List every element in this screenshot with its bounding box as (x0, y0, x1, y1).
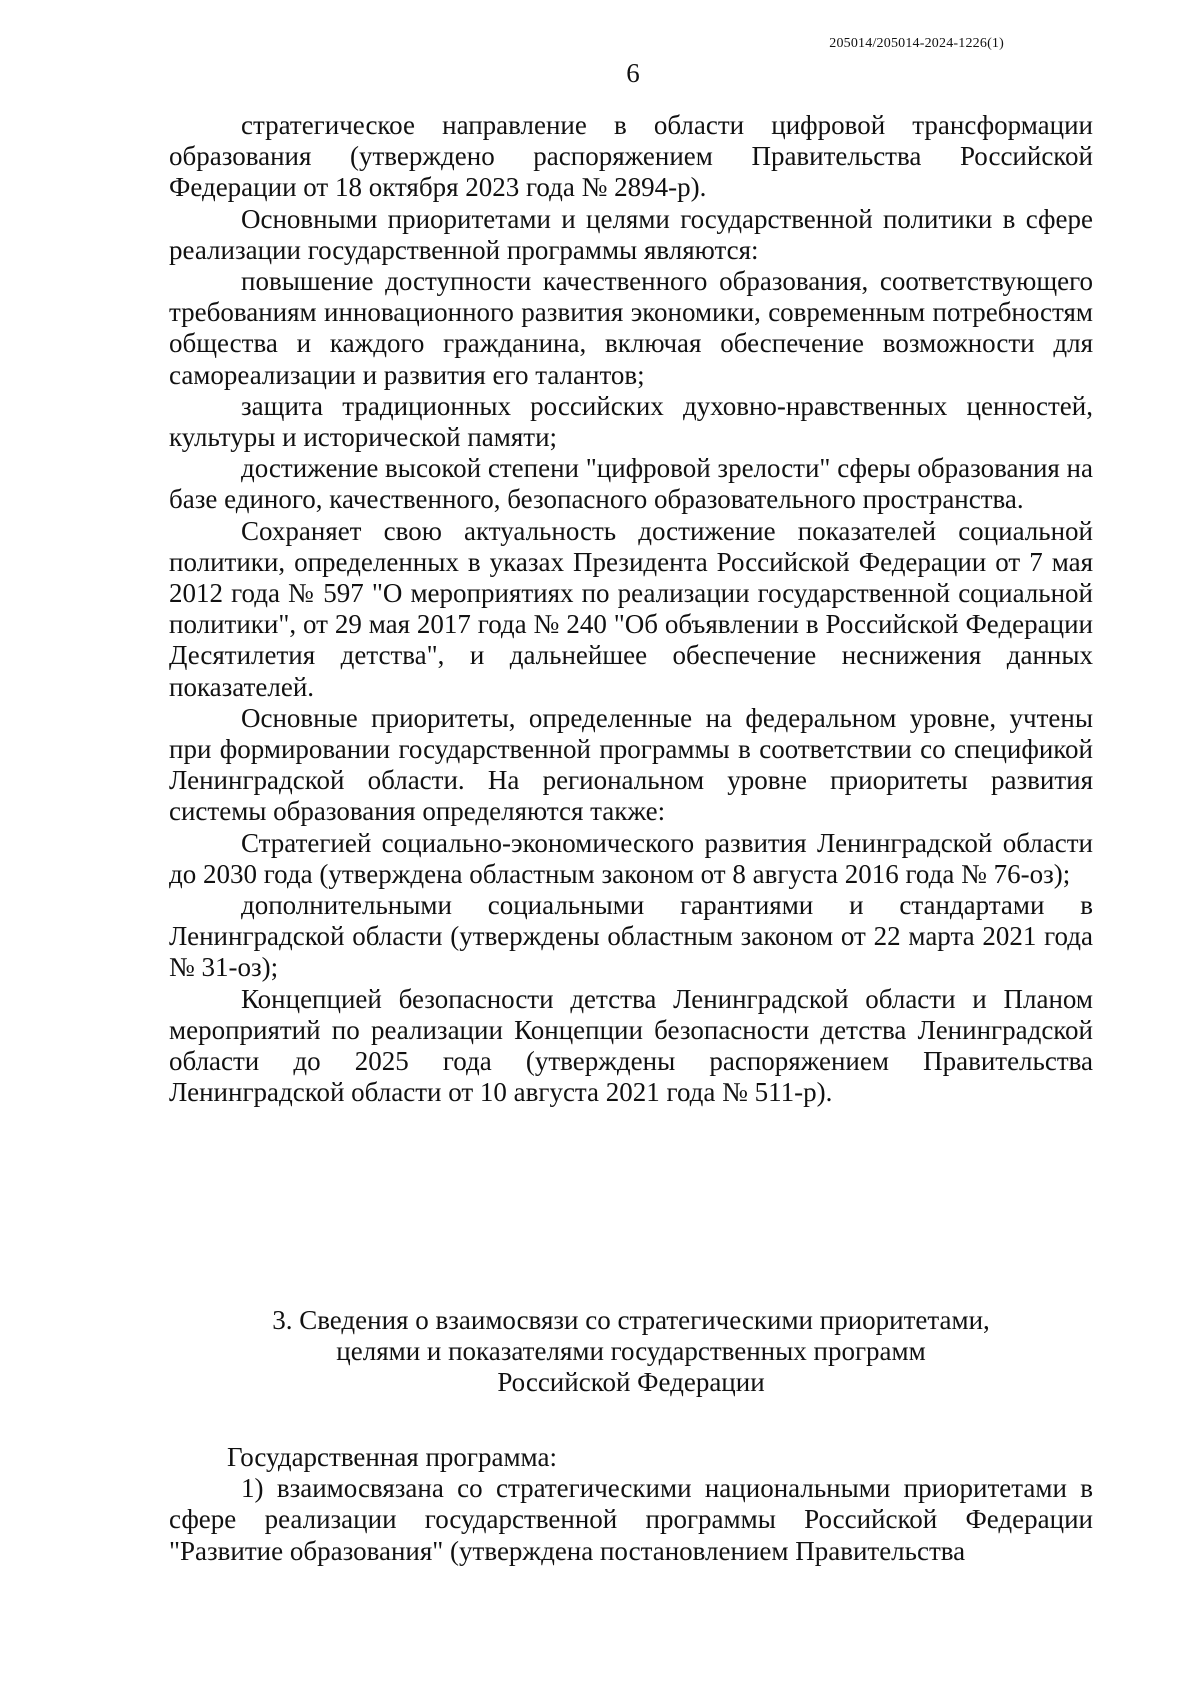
paragraph-priorities-intro: Основными приоритетами и целями государственной политики в сфере реализации государственной программы являются: (169, 203, 1093, 265)
paragraph-social-policy-indicators: Сохраняет свою актуальность достижение показателей социальной политики, определенных в указах Президента Российской Федерации от 7 мая 2012 года № 597 "О мероприятиях по реализации государственной социальной политики", от 29 мая 2017 года № 240 "Об объявлении в Российской Федерации Десятилетия детства", и дальнейшее обеспечение неснижения данных показателей. (169, 515, 1093, 702)
page-number: 6 (626, 58, 640, 88)
paragraph-priority-traditional-values: защита традиционных российских духовно-нравственных ценностей, культуры и исторической памяти; (169, 390, 1093, 453)
section-item-1: 1) взаимосвязана со стратегическими национальными приоритетами в сфере реализации государственной программы Российской Федерации "Развитие образования" (утверждена постановлением Правительства (169, 1473, 1093, 1566)
section-heading-line-2: целями и показателями государственных программ (336, 1336, 926, 1367)
section-body (169, 1442, 1093, 1567)
document-id: 205014/205014-2024-1226(1) (829, 36, 1004, 51)
paragraph-digital-transformation: стратегическое направление в области цифровой трансформации образования (утверждено распоряжением Правительства Российской Федерации от 18 октября 2023 года № 2894-р). (169, 110, 1093, 203)
paragraph-priority-digital-maturity: достижение высокой степени "цифровой зрелости" сферы образования на базе единого, качественного, безопасного образовательного пространства. (169, 453, 1093, 515)
paragraph-child-safety-concept: Концепцией безопасности детства Ленинградской области и Планом мероприятий по реализации Концепции безопасности детства Ленинградской области до 2025 года (утверждены распоряжением Правительства Ленинградской области от 10 августа 2021 года № 511-р). (169, 983, 1093, 1108)
section-heading-line-3: Российской Федерации (497, 1367, 765, 1398)
section-intro: Государственная программа: (227, 1442, 557, 1472)
section-heading (169, 1305, 1093, 1399)
paragraph-social-guarantees: дополнительными социальными гарантиями и стандартами в Ленинградской области (утверждены областным законом от 22 марта 2021 года № 31-оз); (169, 890, 1093, 983)
paragraph-strategy-2030: Стратегией социально-экономического развития Ленинградской области до 2030 года (утверждена областным законом от 8 августа 2016 года № 76-оз); (169, 827, 1093, 889)
paragraph-regional-priorities: Основные приоритеты, определенные на федеральном уровне, учтены при формировании государственной программы в соответствии со спецификой Ленинградской области. На региональном уровне приоритеты развития системы образования определяются также: (169, 702, 1093, 827)
paragraph-priority-quality-education: повышение доступности качественного образования, соответствующего требованиям инновационного развития экономики, современным потребностям общества и каждого гражданина, включая обеспечение возможности для самореализации и развития его талантов; (169, 266, 1093, 390)
section-heading-line-1: 3. Сведения о взаимосвязи со стратегическими приоритетами, (272, 1305, 990, 1335)
main-text (169, 110, 1093, 1109)
